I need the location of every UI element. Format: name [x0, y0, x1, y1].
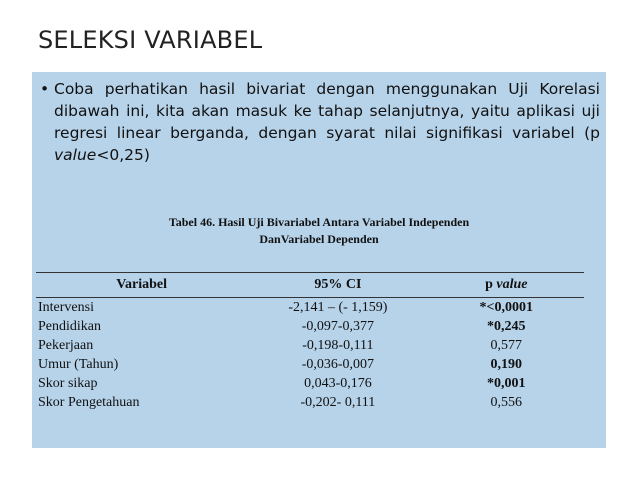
cell-p-value: 0,577 — [490, 337, 523, 353]
slide-title: SELEKSI VARIABEL — [38, 26, 263, 54]
cell-p-value: 0,190 — [490, 356, 523, 372]
table-row — [36, 298, 584, 317]
header-p-prefix: p — [485, 277, 493, 292]
bullet-point — [42, 78, 600, 166]
table-caption-line2: DanVariabel Dependen — [259, 232, 379, 246]
cell-ci: 0,043-0,176 — [304, 375, 372, 391]
cell-variabel: Skor sikap — [38, 375, 98, 391]
cell-variabel: Umur (Tahun) — [38, 356, 119, 372]
header-p-value — [429, 277, 584, 293]
cell-ci: -0,036-0,007 — [301, 356, 375, 372]
cell-ci: -2,141 – (- 1,159) — [288, 299, 388, 315]
header-variabel: Variabel — [116, 277, 168, 292]
cell-variabel: Intervensi — [38, 299, 94, 315]
header-ci: 95% CI — [314, 277, 362, 292]
table-body — [36, 298, 584, 412]
table-row — [36, 355, 584, 374]
cell-variabel: Pekerjaan — [38, 337, 94, 353]
cell-p-value: 0,556 — [490, 394, 523, 410]
table-row — [36, 374, 584, 393]
header-p-italic: value — [496, 277, 528, 292]
table-row — [36, 317, 584, 336]
bullet-text — [54, 78, 600, 166]
cell-ci: -0,097-0,377 — [301, 318, 375, 334]
cell-ci: -0,198-0,111 — [302, 337, 374, 353]
table-caption-line1: Tabel 46. Hasil Uji Bivariabel Antara Variabel Independen — [168, 215, 470, 229]
table-caption — [32, 214, 606, 248]
cell-ci: -0,202- 0,111 — [300, 394, 376, 410]
table-header-row — [36, 273, 584, 297]
bullet-symbol: • — [40, 80, 50, 98]
content-panel — [32, 72, 606, 448]
table-row — [36, 393, 584, 412]
cell-p-value: *0,001 — [487, 375, 526, 391]
cell-variabel: Pendidikan — [38, 318, 101, 334]
table-row — [36, 336, 584, 355]
bullet-text-main: Coba perhatikan hasil bivariat dengan menggunakan Uji Korelasi dibawah ini, kita akan masuk ke tahap selanjutnya, yaitu aplikasi uji regresi linear berganda, dengan syarat nilai signifikasi variabel (p — [54, 80, 600, 142]
bullet-text-italic: value — [54, 146, 97, 164]
cell-p-value: *<0,0001 — [479, 299, 534, 315]
bullet-text-end: <0,25) — [96, 146, 150, 164]
cell-p-value: *0,245 — [487, 318, 526, 334]
results-table — [36, 272, 584, 412]
cell-variabel: Skor Pengetahuan — [38, 394, 140, 410]
